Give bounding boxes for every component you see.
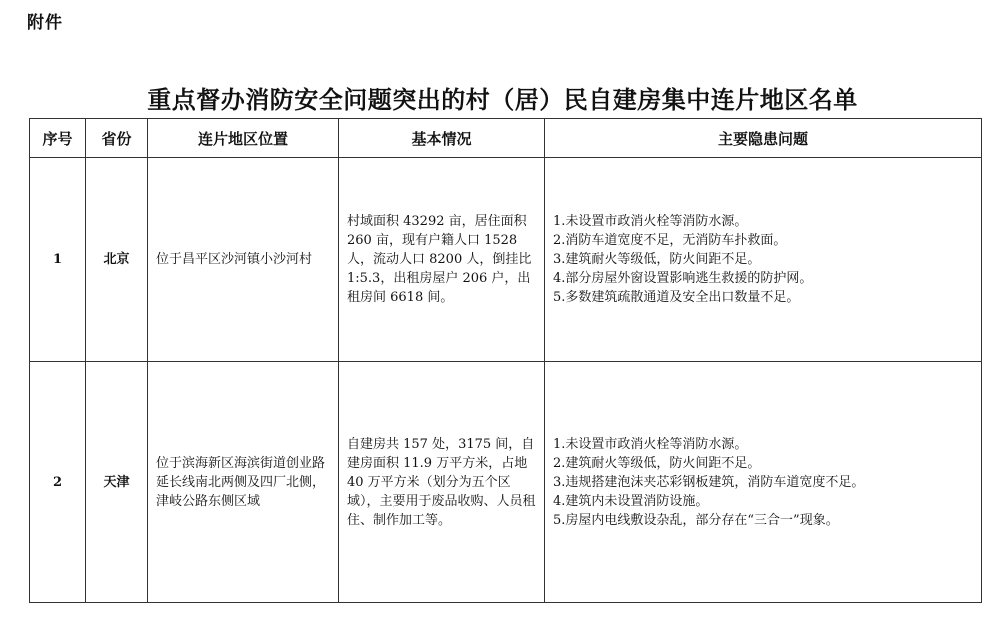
issue-item: 4.建筑内未设置消防设施。	[553, 493, 709, 509]
region-list-table	[29, 118, 982, 603]
issue-item: 1.未设置市政消火栓等消防水源。	[553, 436, 748, 452]
location-cell: 位于昌平区沙河镇小沙河村	[148, 158, 339, 362]
attachment-label: 附件	[27, 13, 63, 33]
issue-item: 2.消防车道宽度不足，无消防车扑救面。	[553, 233, 787, 248]
column-header-province: 省份	[86, 119, 148, 158]
basic-info-cell: 自建房共 157 处，3175 间，自建房面积 11.9 万平方米，占地 40 万平方米（划分为五个区域），主要用于废品收购、人员租住、制作加工等。	[339, 362, 545, 603]
province-cell: 天津	[86, 362, 148, 603]
issues-cell	[545, 158, 982, 362]
document-title: 重点督办消防安全问题突出的村（居）民自建房集中连片地区名单	[147, 85, 858, 114]
table-row	[30, 362, 982, 603]
issue-item: 3.违规搭建泡沫夹芯彩钢板建筑，消防车道宽度不足。	[553, 474, 865, 490]
province-cell: 北京	[86, 158, 148, 362]
column-header-main-issues: 主要隐患问题	[545, 119, 982, 158]
issue-item: 5.多数建筑疏散通道及安全出口数量不足。	[553, 290, 800, 305]
location-cell: 位于滨海新区海滨街道创业路延长线南北两侧及四厂北侧，津岐公路东侧区域	[148, 362, 339, 603]
column-header-location: 连片地区位置	[148, 119, 339, 158]
row-number: 2	[30, 362, 86, 603]
issue-item: 1.未设置市政消火栓等消防水源。	[553, 214, 748, 229]
column-header-basic-info: 基本情况	[339, 119, 545, 158]
row-number: 1	[30, 158, 86, 362]
issues-cell	[545, 362, 982, 603]
issue-item: 2.建筑耐火等级低，防火间距不足。	[553, 455, 761, 471]
basic-info-cell: 村域面积 43292 亩，居住面积 260 亩，现有户籍人口 1528 人，流动人口 8200 人，倒挂比 1:5.3，出租房屋户 206 户，出租房间 6618 间。	[339, 158, 545, 362]
issue-item: 4.部分房屋外窗设置影响逃生救援的防护网。	[553, 271, 813, 286]
table-row	[30, 158, 982, 362]
issue-item: 3.建筑耐火等级低，防火间距不足。	[553, 252, 761, 267]
issue-item: 5.房屋内电线敷设杂乱，部分存在“三合一”现象。	[553, 512, 839, 528]
column-header-no: 序号	[30, 119, 86, 158]
table-header-row	[30, 119, 982, 158]
